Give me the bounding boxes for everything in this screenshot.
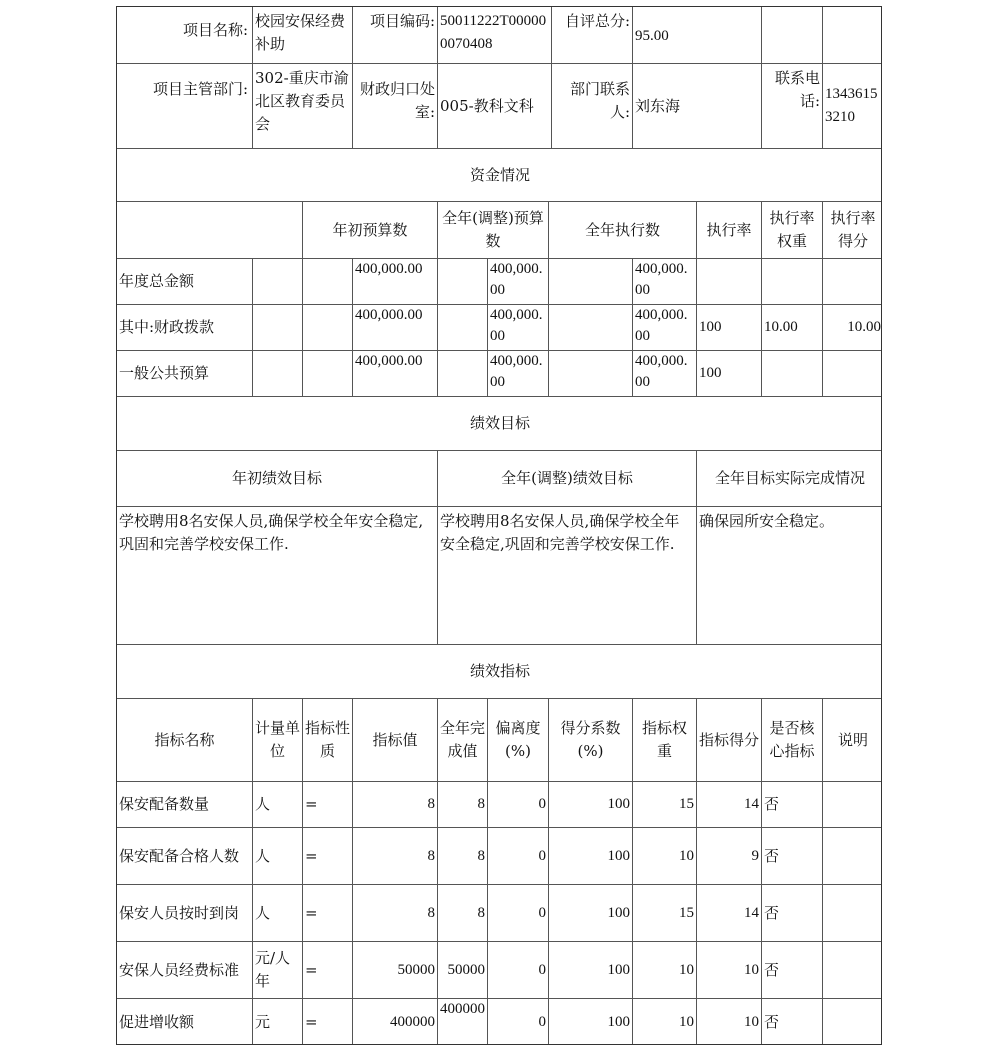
funds-row-initial: 400,000.00 [353, 305, 438, 351]
empty-cell [823, 7, 882, 64]
funds-header-initial: 年初预算数 [303, 202, 438, 259]
funds-row-executed: 400,000.00 [633, 259, 697, 305]
funds-header-weight: 执行率权重 [762, 202, 823, 259]
ind-name: 保安配备合格人数 [117, 828, 253, 885]
goals-actual-text: 确保园所安全稳定。 [697, 507, 882, 645]
goals-header-adjusted: 全年(调整)绩效目标 [438, 451, 697, 507]
ind-unit: 人 [253, 828, 303, 885]
empty-cell [253, 351, 303, 397]
ind-header-note: 说明 [823, 699, 882, 782]
empty-cell [303, 351, 353, 397]
ind-actual: 400000 [438, 999, 488, 1045]
ind-coef: 100 [549, 999, 633, 1045]
ind-unit: 元/人年 [253, 942, 303, 999]
ind-weight: 15 [633, 782, 697, 828]
goals-initial-text: 学校聘用8名安保人员,确保学校全年安全稳定,巩固和完善学校安保工作. [117, 507, 438, 645]
funds-header-rate: 执行率 [697, 202, 762, 259]
contact-label: 部门联系人: [552, 64, 633, 149]
ind-nature: = [303, 782, 353, 828]
funds-row-label: 年度总金额 [117, 259, 253, 305]
self-score-value: 95.00 [633, 7, 762, 64]
ind-target: 8 [353, 782, 438, 828]
indicators-section-title: 绩效指标 [117, 645, 882, 699]
ind-weight: 10 [633, 942, 697, 999]
funds-row-rate [697, 259, 762, 305]
ind-target: 8 [353, 828, 438, 885]
goals-header-actual: 全年目标实际完成情况 [697, 451, 882, 507]
ind-target: 8 [353, 885, 438, 942]
project-name-label: 项目名称: [117, 7, 253, 64]
funds-row-executed: 400,000.00 [633, 305, 697, 351]
performance-evaluation-table [116, 6, 882, 1045]
funds-row-initial: 400,000.00 [353, 259, 438, 305]
funds-row-rate: 100 [697, 351, 762, 397]
ind-name: 保安人员按时到岗 [117, 885, 253, 942]
ind-name: 保安配备数量 [117, 782, 253, 828]
empty-cell [549, 305, 633, 351]
empty-cell [253, 305, 303, 351]
funds-row-weight [762, 259, 823, 305]
ind-coef: 100 [549, 885, 633, 942]
ind-score: 10 [697, 942, 762, 999]
ind-weight: 15 [633, 885, 697, 942]
empty-cell [438, 259, 488, 305]
funds-row-adjusted: 400,000.00 [488, 305, 549, 351]
ind-weight: 10 [633, 828, 697, 885]
goals-adjusted-text: 学校聘用8名安保人员,确保学校全年安全稳定,巩固和完善学校安保工作. [438, 507, 697, 645]
ind-note [823, 999, 882, 1045]
ind-unit: 人 [253, 782, 303, 828]
ind-coef: 100 [549, 828, 633, 885]
funds-row-adjusted: 400,000.00 [488, 259, 549, 305]
ind-header-core: 是否核心指标 [762, 699, 823, 782]
ind-header-deviation: 偏离度(%) [488, 699, 549, 782]
ind-note [823, 885, 882, 942]
ind-target: 50000 [353, 942, 438, 999]
funds-header-adjusted: 全年(调整)预算数 [438, 202, 549, 259]
ind-nature: = [303, 828, 353, 885]
phone-value: 13436153210 [823, 64, 882, 149]
ind-score: 14 [697, 885, 762, 942]
contact-value: 刘东海 [633, 64, 762, 149]
ind-core: 否 [762, 999, 823, 1045]
empty-cell [303, 259, 353, 305]
ind-deviation: 0 [488, 782, 549, 828]
ind-header-weight: 指标权重 [633, 699, 697, 782]
empty-cell [438, 351, 488, 397]
ind-note [823, 942, 882, 999]
self-score-label: 自评总分: [552, 7, 633, 64]
ind-core: 否 [762, 942, 823, 999]
ind-coef: 100 [549, 942, 633, 999]
funds-row-label: 其中:财政拨款 [117, 305, 253, 351]
dept-label: 项目主管部门: [117, 64, 253, 149]
funds-row-adjusted: 400,000.00 [488, 351, 549, 397]
ind-weight: 10 [633, 999, 697, 1045]
ind-score: 10 [697, 999, 762, 1045]
empty-cell [303, 305, 353, 351]
empty-cell [549, 259, 633, 305]
goals-section-title: 绩效目标 [117, 397, 882, 451]
ind-actual: 8 [438, 782, 488, 828]
funds-row-initial: 400,000.00 [353, 351, 438, 397]
ind-deviation: 0 [488, 828, 549, 885]
empty-cell [438, 305, 488, 351]
ind-nature: = [303, 999, 353, 1045]
ind-header-coef: 得分系数(%) [549, 699, 633, 782]
funds-header-score: 执行率得分 [823, 202, 882, 259]
funds-row-label: 一般公共预算 [117, 351, 253, 397]
funds-row-score [823, 259, 882, 305]
ind-unit: 人 [253, 885, 303, 942]
ind-header-nature: 指标性质 [303, 699, 353, 782]
project-code-label: 项目编码: [353, 7, 438, 64]
ind-coef: 100 [549, 782, 633, 828]
funds-row-weight: 10.00 [762, 305, 823, 351]
empty-cell [253, 259, 303, 305]
ind-score: 14 [697, 782, 762, 828]
ind-header-name: 指标名称 [117, 699, 253, 782]
ind-core: 否 [762, 828, 823, 885]
funds-row-score [823, 351, 882, 397]
empty-cell [117, 202, 303, 259]
empty-cell [762, 7, 823, 64]
finance-value: 005-教科文科 [438, 64, 552, 149]
ind-core: 否 [762, 885, 823, 942]
ind-unit: 元 [253, 999, 303, 1045]
phone-label: 联系电话: [762, 64, 823, 149]
ind-name: 促进增收额 [117, 999, 253, 1045]
ind-deviation: 0 [488, 999, 549, 1045]
funds-section-title: 资金情况 [117, 149, 882, 202]
goals-header-initial: 年初绩效目标 [117, 451, 438, 507]
ind-deviation: 0 [488, 942, 549, 999]
funds-row-rate: 100 [697, 305, 762, 351]
ind-header-target: 指标值 [353, 699, 438, 782]
ind-note [823, 828, 882, 885]
ind-header-unit: 计量单位 [253, 699, 303, 782]
ind-actual: 8 [438, 885, 488, 942]
funds-row-executed: 400,000.00 [633, 351, 697, 397]
funds-row-weight [762, 351, 823, 397]
finance-label: 财政归口处室: [353, 64, 438, 149]
ind-header-actual: 全年完成值 [438, 699, 488, 782]
ind-nature: = [303, 942, 353, 999]
ind-core: 否 [762, 782, 823, 828]
funds-row-score: 10.00 [823, 305, 882, 351]
empty-cell [549, 351, 633, 397]
funds-header-executed: 全年执行数 [549, 202, 697, 259]
ind-actual: 50000 [438, 942, 488, 999]
ind-target: 400000 [353, 999, 438, 1045]
project-name-value: 校园安保经费补助 [253, 7, 353, 64]
ind-note [823, 782, 882, 828]
ind-actual: 8 [438, 828, 488, 885]
ind-name: 安保人员经费标准 [117, 942, 253, 999]
ind-header-score: 指标得分 [697, 699, 762, 782]
ind-nature: = [303, 885, 353, 942]
ind-deviation: 0 [488, 885, 549, 942]
dept-value: 302-重庆市渝北区教育委员会 [253, 64, 353, 149]
ind-score: 9 [697, 828, 762, 885]
project-code-value: 50011222T000000070408 [438, 7, 552, 64]
